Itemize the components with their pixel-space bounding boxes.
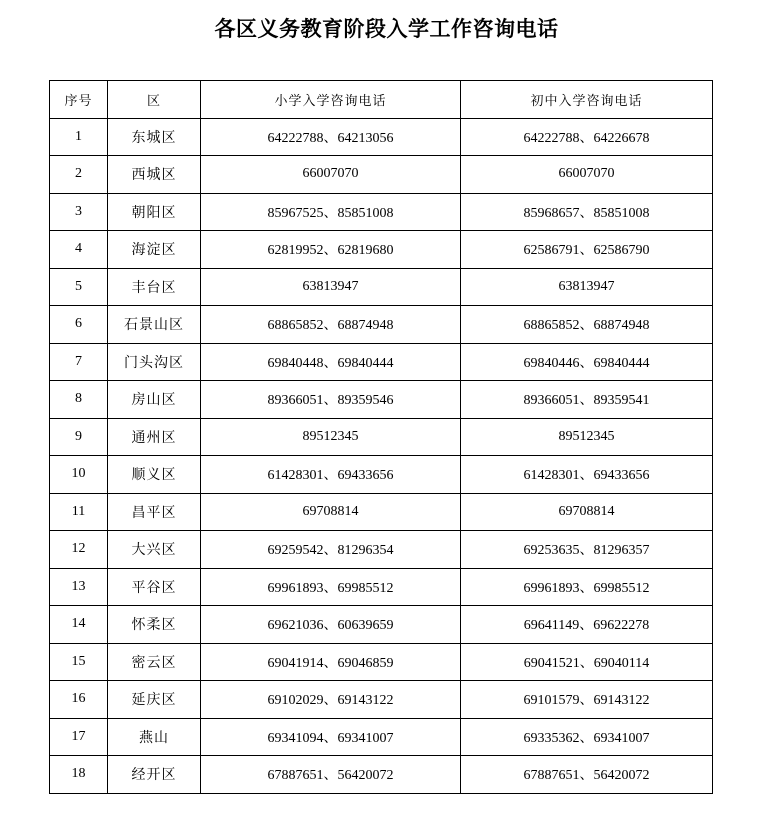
- cell-seq: 14: [50, 606, 108, 644]
- cell-district: 丰台区: [108, 268, 201, 306]
- cell-primary-phone: 69708814: [201, 493, 461, 531]
- cell-middle-phone: 69961893、69985512: [461, 568, 713, 606]
- table-row: [50, 718, 713, 756]
- table-row: [50, 418, 713, 456]
- cell-middle-phone: 62586791、62586790: [461, 231, 713, 269]
- cell-seq: 5: [50, 268, 108, 306]
- cell-primary-phone: 89512345: [201, 418, 461, 456]
- cell-middle-phone: 61428301、69433656: [461, 456, 713, 494]
- table-row: [50, 568, 713, 606]
- cell-middle-phone: 85968657、85851008: [461, 193, 713, 231]
- table-row: [50, 681, 713, 719]
- cell-middle-phone: 69253635、81296357: [461, 531, 713, 569]
- cell-district: 朝阳区: [108, 193, 201, 231]
- cell-primary-phone: 62819952、62819680: [201, 231, 461, 269]
- table-row: [50, 756, 713, 794]
- table-row: [50, 118, 713, 156]
- table-row: [50, 193, 713, 231]
- cell-seq: 17: [50, 718, 108, 756]
- cell-district: 门头沟区: [108, 343, 201, 381]
- header-district: 区: [108, 81, 201, 119]
- cell-middle-phone: 63813947: [461, 268, 713, 306]
- cell-middle-phone: 69041521、69040114: [461, 643, 713, 681]
- cell-primary-phone: 69341094、69341007: [201, 718, 461, 756]
- cell-primary-phone: 69041914、69046859: [201, 643, 461, 681]
- table-row: [50, 493, 713, 531]
- cell-seq: 10: [50, 456, 108, 494]
- cell-district: 怀柔区: [108, 606, 201, 644]
- cell-district: 海淀区: [108, 231, 201, 269]
- table-row: [50, 156, 713, 194]
- cell-district: 石景山区: [108, 306, 201, 344]
- cell-seq: 4: [50, 231, 108, 269]
- cell-primary-phone: 68865852、68874948: [201, 306, 461, 344]
- cell-seq: 18: [50, 756, 108, 794]
- cell-district: 通州区: [108, 418, 201, 456]
- table-row: [50, 531, 713, 569]
- table-body: [50, 118, 713, 793]
- table-row: [50, 643, 713, 681]
- table-row: [50, 306, 713, 344]
- header-seq: 序号: [50, 81, 108, 119]
- cell-seq: 1: [50, 118, 108, 156]
- cell-middle-phone: 69840446、69840444: [461, 343, 713, 381]
- cell-seq: 2: [50, 156, 108, 194]
- cell-middle-phone: 67887651、56420072: [461, 756, 713, 794]
- cell-district: 延庆区: [108, 681, 201, 719]
- cell-seq: 3: [50, 193, 108, 231]
- cell-seq: 11: [50, 493, 108, 531]
- page-title: 各区义务教育阶段入学工作咨询电话: [214, 16, 559, 41]
- cell-district: 平谷区: [108, 568, 201, 606]
- cell-primary-phone: 63813947: [201, 268, 461, 306]
- cell-seq: 6: [50, 306, 108, 344]
- cell-primary-phone: 89366051、89359546: [201, 381, 461, 419]
- cell-middle-phone: 64222788、64226678: [461, 118, 713, 156]
- cell-seq: 16: [50, 681, 108, 719]
- cell-primary-phone: 61428301、69433656: [201, 456, 461, 494]
- cell-seq: 7: [50, 343, 108, 381]
- cell-primary-phone: 64222788、64213056: [201, 118, 461, 156]
- cell-seq: 8: [50, 381, 108, 419]
- cell-middle-phone: 69641149、69622278: [461, 606, 713, 644]
- cell-middle-phone: 68865852、68874948: [461, 306, 713, 344]
- cell-seq: 9: [50, 418, 108, 456]
- table-row: [50, 231, 713, 269]
- table-row: [50, 268, 713, 306]
- cell-primary-phone: 69621036、60639659: [201, 606, 461, 644]
- header-middle-phone: 初中入学咨询电话: [461, 81, 713, 119]
- cell-district: 燕山: [108, 718, 201, 756]
- cell-district: 顺义区: [108, 456, 201, 494]
- cell-middle-phone: 66007070: [461, 156, 713, 194]
- cell-seq: 15: [50, 643, 108, 681]
- cell-district: 大兴区: [108, 531, 201, 569]
- cell-middle-phone: 69101579、69143122: [461, 681, 713, 719]
- header-primary-phone: 小学入学咨询电话: [201, 81, 461, 119]
- table-row: [50, 456, 713, 494]
- cell-district: 经开区: [108, 756, 201, 794]
- cell-primary-phone: 69840448、69840444: [201, 343, 461, 381]
- table-row: [50, 381, 713, 419]
- cell-district: 东城区: [108, 118, 201, 156]
- cell-district: 密云区: [108, 643, 201, 681]
- cell-seq: 13: [50, 568, 108, 606]
- cell-primary-phone: 69259542、81296354: [201, 531, 461, 569]
- table-row: [50, 343, 713, 381]
- cell-primary-phone: 66007070: [201, 156, 461, 194]
- cell-primary-phone: 69102029、69143122: [201, 681, 461, 719]
- cell-middle-phone: 89512345: [461, 418, 713, 456]
- cell-primary-phone: 69961893、69985512: [201, 568, 461, 606]
- enrollment-phone-table: [49, 80, 713, 794]
- cell-primary-phone: 85967525、85851008: [201, 193, 461, 231]
- cell-middle-phone: 69335362、69341007: [461, 718, 713, 756]
- table-row: [50, 606, 713, 644]
- table-header-row: [50, 81, 713, 119]
- cell-district: 昌平区: [108, 493, 201, 531]
- cell-district: 西城区: [108, 156, 201, 194]
- cell-primary-phone: 67887651、56420072: [201, 756, 461, 794]
- cell-middle-phone: 69708814: [461, 493, 713, 531]
- cell-middle-phone: 89366051、89359541: [461, 381, 713, 419]
- cell-district: 房山区: [108, 381, 201, 419]
- cell-seq: 12: [50, 531, 108, 569]
